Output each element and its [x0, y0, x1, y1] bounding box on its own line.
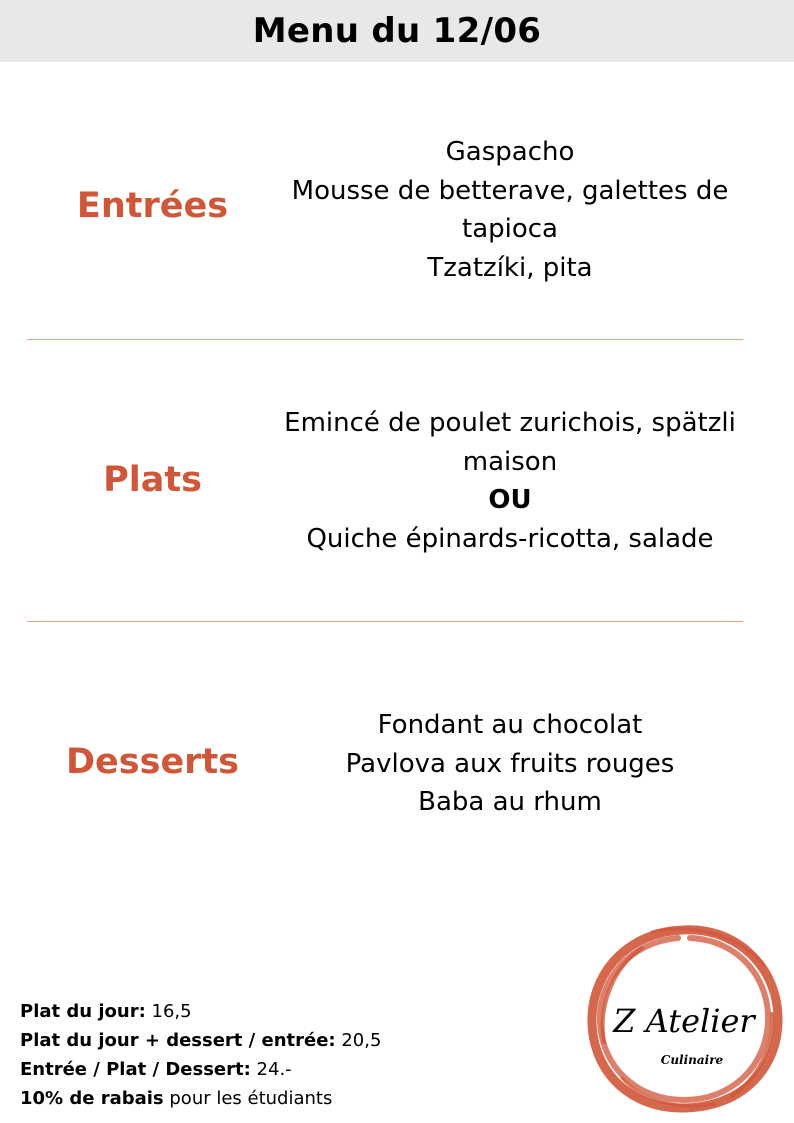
price-row: [20, 997, 381, 1026]
menu-item: tapioca: [462, 214, 558, 244]
menu-item: Gaspacho: [445, 137, 575, 167]
price-row: [20, 1084, 381, 1113]
page-title: Menu du 12/06: [252, 11, 542, 51]
price-value: 24.-: [250, 1059, 292, 1080]
price-list: [20, 997, 381, 1113]
menu-item: Pavlova aux fruits rouges: [345, 748, 675, 779]
menu-item: Mousse de betterave, galettes de: [291, 175, 729, 206]
price-row: [20, 1055, 381, 1084]
price-label: Entrée / Plat / Dessert:: [20, 1059, 251, 1080]
menu-item: Quiche épinards-ricotta, salade: [306, 523, 714, 554]
price-label: Plat du jour:: [20, 1001, 146, 1022]
menu-item: Tzatzíki, pita: [427, 252, 593, 283]
menu-item: Fondant au chocolat: [377, 710, 643, 740]
price-label: 10% de rabais: [20, 1088, 164, 1109]
title-bar: [0, 0, 794, 62]
z-atelier-logo: [582, 918, 788, 1118]
section-label-plats: Plats: [103, 460, 202, 500]
menu-item: maison: [462, 446, 558, 477]
price-label: Plat du jour + dessert / entrée:: [20, 1030, 336, 1051]
section-divider: [27, 339, 743, 340]
section-items-plats: [270, 404, 750, 558]
section-items-entrees: [270, 133, 750, 287]
price-row: [20, 1026, 381, 1055]
logo-name: Z Atelier: [613, 1002, 755, 1040]
price-value: 16,5: [145, 1001, 192, 1022]
section-divider: [27, 621, 743, 622]
menu-item: Emincé de poulet zurichois, spätzli: [284, 408, 736, 438]
section-items-desserts: [270, 706, 750, 822]
menu-item-or: OU: [488, 485, 532, 515]
logo-subtitle: Culinaire: [660, 1053, 724, 1067]
section-label-desserts: Desserts: [65, 742, 240, 782]
price-value: 20,5: [335, 1030, 382, 1051]
section-label-entrees: Entrées: [76, 186, 229, 226]
price-value: pour les étudiants: [163, 1088, 333, 1109]
menu-item: Baba au rhum: [418, 787, 602, 817]
